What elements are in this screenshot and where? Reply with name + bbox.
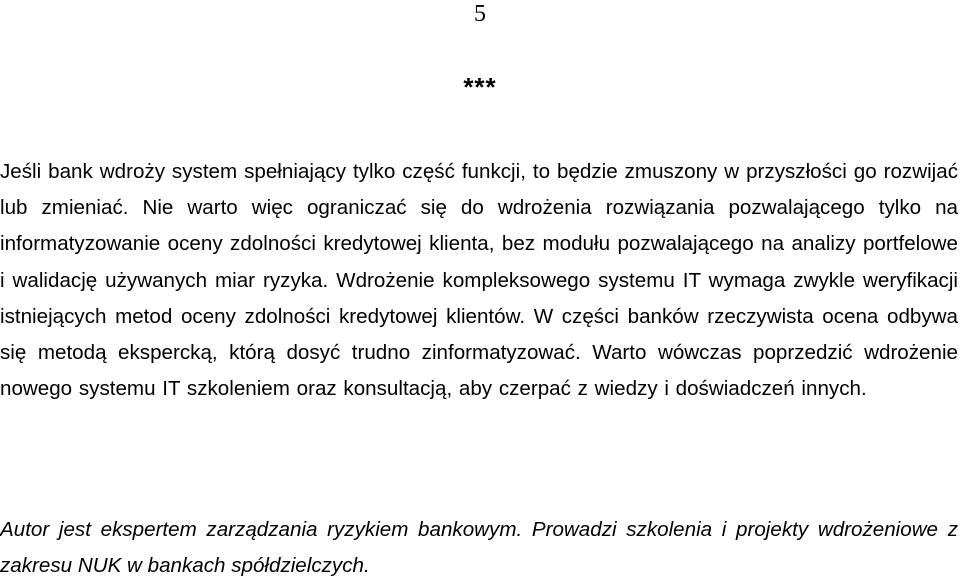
author-note: Autor jest ekspertem zarządzania ryzykiem bankowym. Prowadzi szkolenia i projekty wdrożeniowe z zakresu NUK w bankach spółdzielczych. [0, 518, 958, 578]
article-paragraph: Jeśli bank wdroży system spełniający tylko część funkcji, to będzie zmuszony w przyszłości go rozwijać lub zmieniać. Nie warto więc ograniczać się do wdrożenia rozwiązania pozwalającego tylko na informatyzowanie oceny zdolności kredytowej klienta, bez modułu pozwalającego na analizy portfelowe i walidację używanych miar ryzyka. Wdrożenie kompleksowego systemu IT wymaga zwykle weryfikacji istniejących metod oceny zdolności kredytowej klientów. W części banków rzeczywista ocena odbywa się metodą ekspercką, którą dosyć trudno zinformatyzować. Warto wówczas poprzedzić wdrożenie nowego systemu IT szkoleniem oraz konsultacją, aby czerpać z wiedzy i doświadczeń innych. [0, 160, 958, 401]
page-number: 5 [474, 1, 486, 27]
section-separator: *** [463, 72, 497, 102]
